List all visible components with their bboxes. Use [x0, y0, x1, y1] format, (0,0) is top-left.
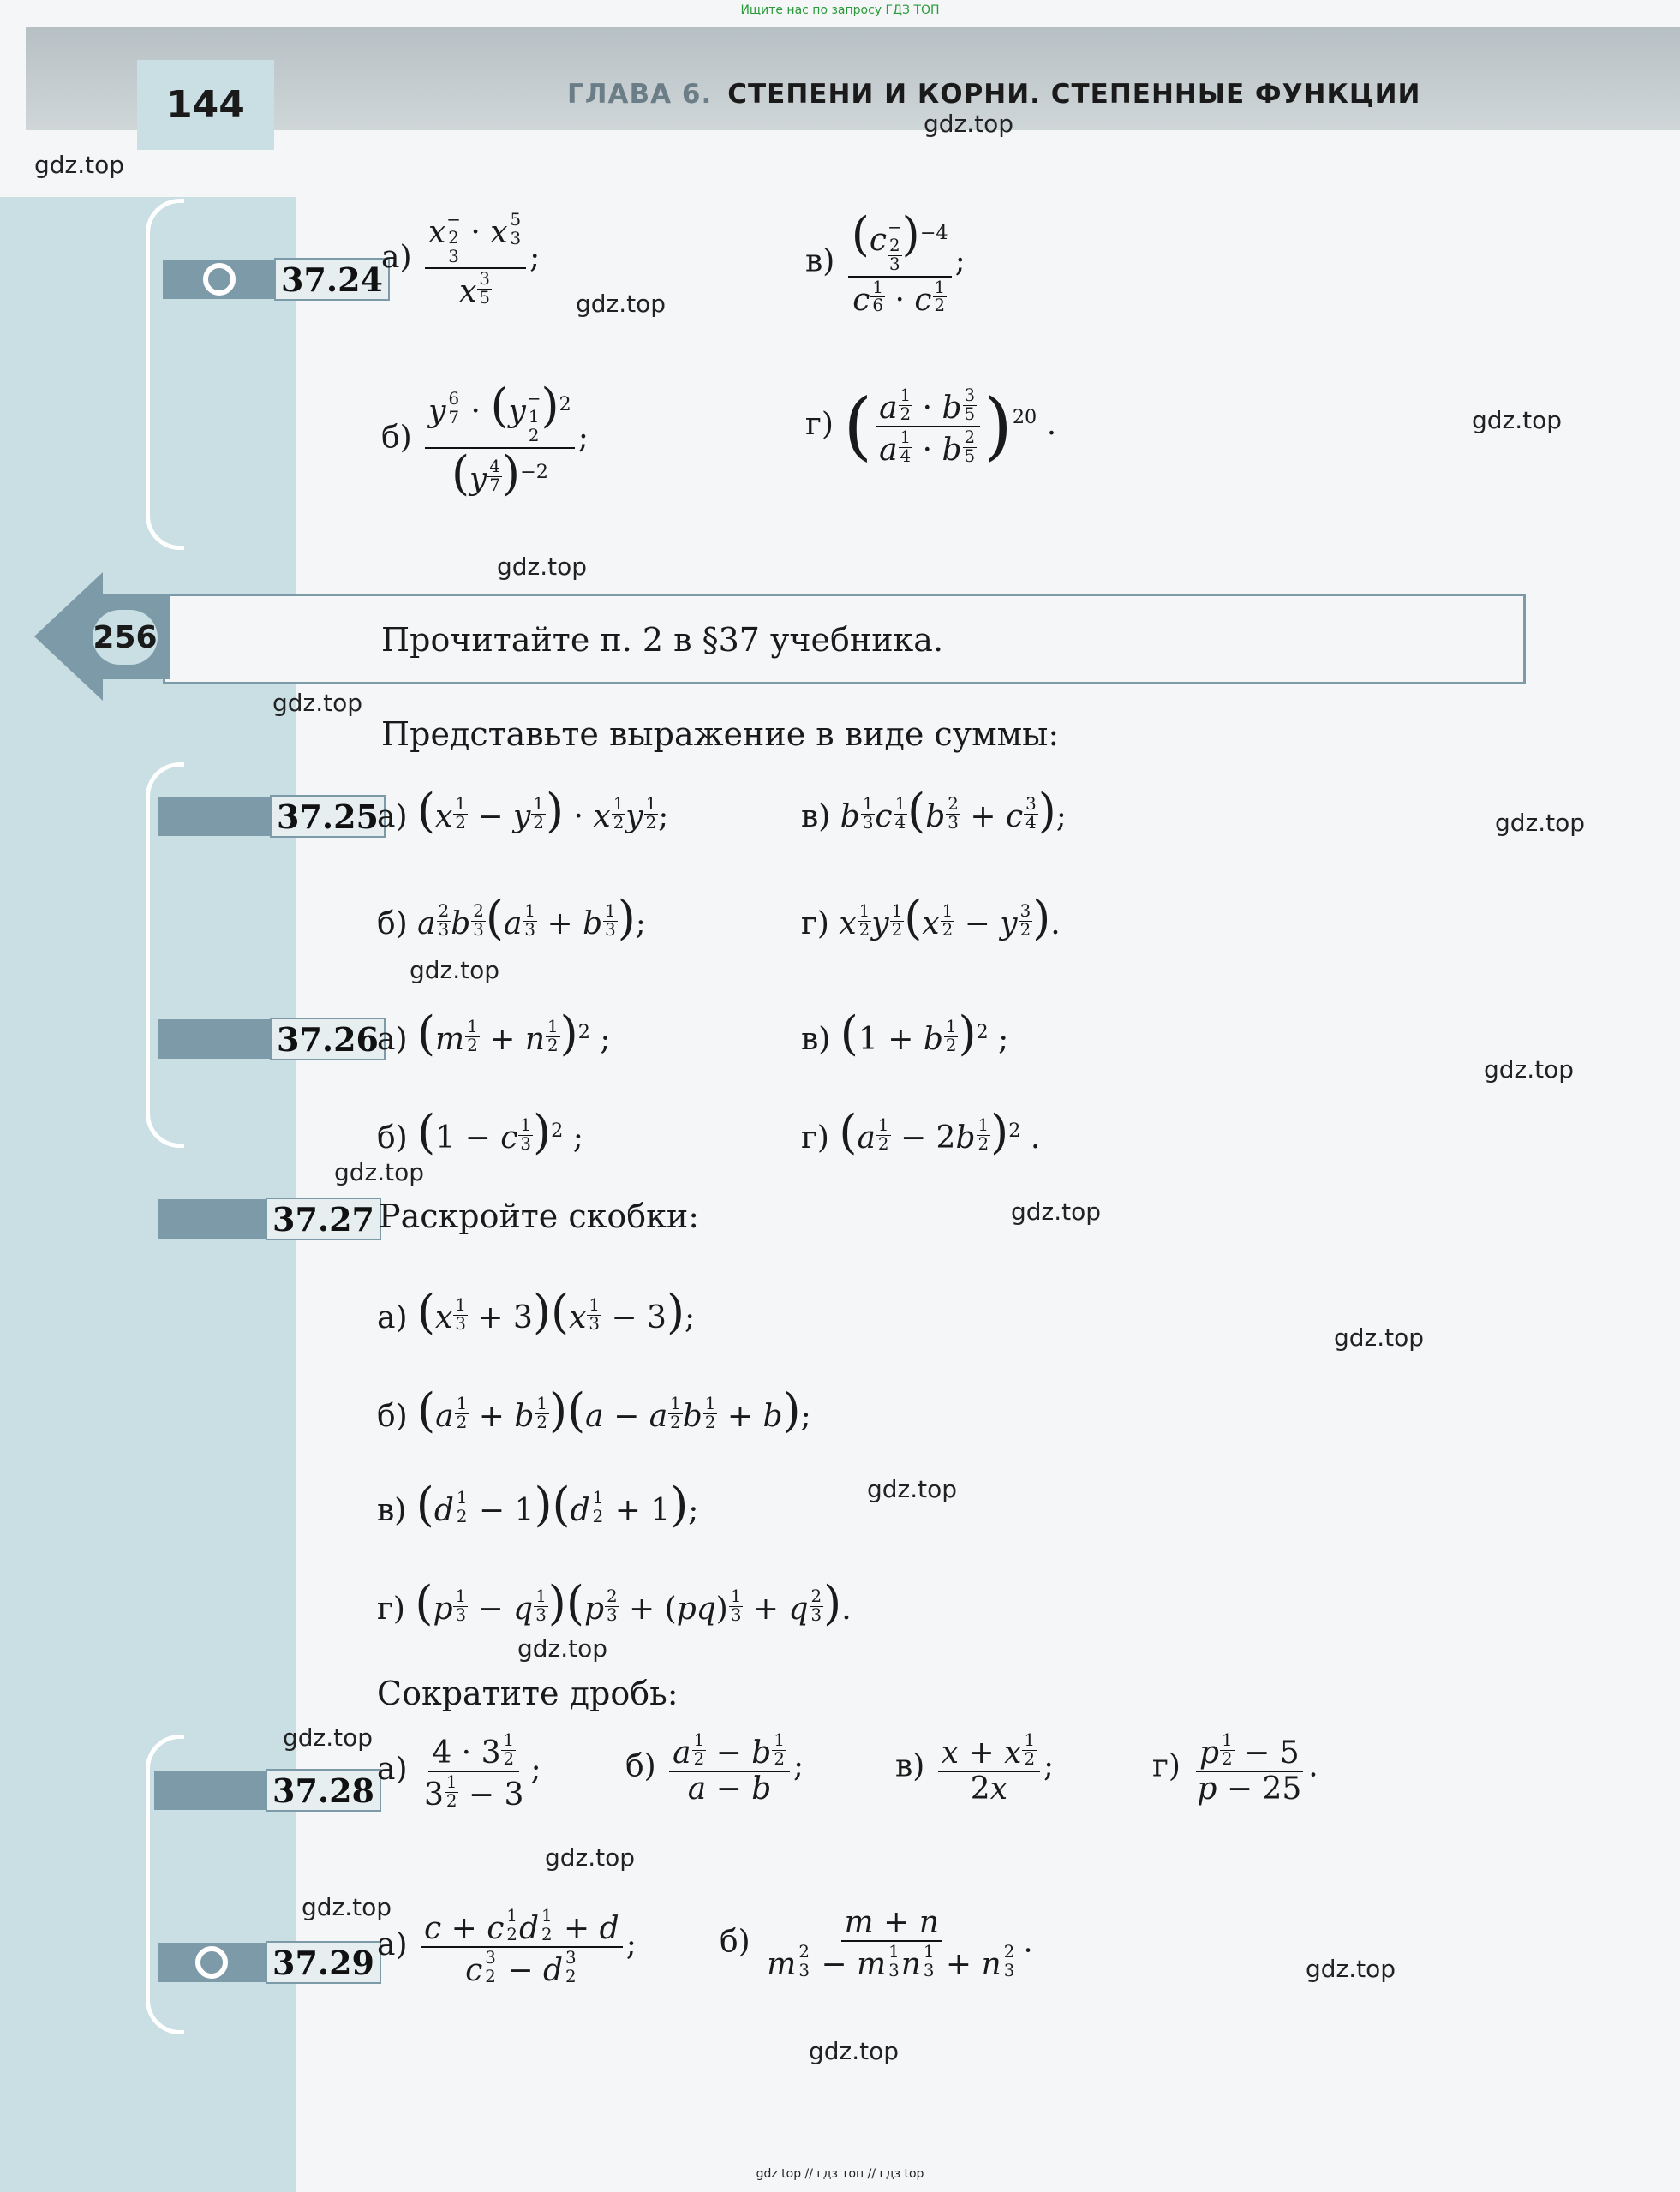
item-label: б)	[377, 1399, 408, 1434]
expr-37-25-g: г) x $\frac{1}{2}$ y $\frac{1}{2}$ (x $\frac{1}{2}$ − y $\frac{3}{2}$ ).	[801, 891, 1061, 945]
item-label: в)	[805, 243, 835, 279]
item-label: в)	[801, 1022, 831, 1057]
problem-tag	[154, 1771, 266, 1810]
footer-note: gdz top // гдз топ // гдз top	[756, 2167, 924, 2181]
watermark: gdz.top	[1495, 809, 1586, 837]
expr-37-26-g: г) (a $\frac{1}{2}$ − 2b $\frac{1}{2}$ )$^2$ .	[801, 1105, 1041, 1159]
problem-number: 37.24	[274, 258, 390, 301]
item-label: в)	[377, 1493, 407, 1528]
item-label: а)	[377, 1022, 408, 1057]
watermark: gdz.top	[1011, 1198, 1102, 1226]
item-label: б)	[720, 1924, 750, 1960]
top-note: Ищите нас по запросу ГДЗ ТОП	[740, 3, 940, 17]
expr-37-25-v: в) b $\frac{1}{3}$ c $\frac{1}{4}$ (b $\frac{2}{3}$ + c $\frac{3}{4}$ );	[801, 784, 1067, 838]
watermark: gdz.top	[1306, 1955, 1396, 1983]
problem-tag	[158, 1019, 270, 1059]
watermark: gdz.top	[34, 151, 125, 179]
page-number: 144	[137, 60, 274, 150]
expr-37-29-b: б) m + n m $\frac{2}{3}$ − m $\frac{1}{3}$ n $\frac{1}{3}$ + n $\frac{2}{3}$ .	[720, 1905, 1033, 1982]
item-label: в)	[895, 1748, 925, 1784]
item-label: б)	[377, 1120, 408, 1156]
watermark: gdz.top	[576, 290, 667, 318]
item-label: б)	[377, 906, 408, 941]
reference-number: 256	[93, 610, 158, 665]
problem-tag	[158, 1199, 270, 1239]
watermark: gdz.top	[924, 110, 1014, 138]
expr-37-28-a: а) 4 · 3 $\frac{1}{2}$ 3 $\frac{1}{2}$ − 3 ;	[377, 1730, 541, 1813]
expr-37-26-b: б) (1 − c $\frac{1}{3}$ )$^2$ ;	[377, 1105, 583, 1159]
instruction-reduce: Сократите дробь:	[377, 1675, 679, 1712]
problem-number: 37.28	[266, 1769, 381, 1812]
chapter-name: СТЕПЕНИ И КОРНИ. СТЕПЕННЫЕ ФУНКЦИИ	[727, 79, 1421, 110]
watermark: gdz.top	[545, 1843, 636, 1872]
circle-icon	[203, 263, 236, 296]
circle-icon	[195, 1946, 228, 1979]
item-label: г)	[377, 1592, 405, 1627]
expr-37-28-b: б) a $\frac{1}{2}$ − b $\frac{1}{2}$ a − b ;	[625, 1730, 804, 1807]
item-label: г)	[805, 406, 834, 442]
chapter-label: ГЛАВА 6.	[567, 79, 713, 110]
item-label: г)	[1152, 1748, 1181, 1784]
problem-number: 37.25	[270, 795, 386, 838]
watermark: gdz.top	[517, 1634, 608, 1663]
watermark: gdz.top	[410, 956, 500, 984]
expr-37-24-g: г) ( a $\frac{1}{2}$ · b $\frac{3}{5}$ a $\frac{1}{4}$ · b $\frac{2}{5}$ )$^{20}$ .	[805, 383, 1057, 469]
expr-37-24-v: в) (c− 2 3 )$^{-4}$ c $\frac{1}{6}$ · c $\frac{1}{2}$ ;	[805, 207, 966, 318]
watermark: gdz.top	[497, 552, 588, 581]
watermark: gdz.top	[334, 1158, 425, 1186]
reference-text: Прочитайте п. 2 в §37 учебника.	[381, 621, 944, 659]
expr-37-24-a: а) x− 2 3 · x $\frac{5}{3}$ x $\frac{3}{5}$ ;	[381, 210, 541, 310]
section-bracket	[146, 199, 184, 550]
expr-37-26-a: а) (m $\frac{1}{2}$ + n $\frac{1}{2}$ )$^2$ ;	[377, 1006, 611, 1060]
watermark: gdz.top	[1334, 1323, 1425, 1352]
chapter-title	[567, 79, 1421, 110]
watermark: gdz.top	[272, 689, 363, 717]
expr-37-27-b: б) (a $\frac{1}{2}$ + b $\frac{1}{2}$ )(a − a $\frac{1}{2}$ b $\frac{1}{2}$ + b);	[377, 1383, 811, 1437]
watermark: gdz.top	[1484, 1055, 1575, 1084]
item-label: а)	[381, 240, 412, 276]
expr-37-28-v: в) x + x $\frac{1}{2}$ 2x ;	[895, 1730, 1055, 1807]
watermark: gdz.top	[867, 1475, 958, 1503]
problem-number: 37.26	[270, 1018, 386, 1060]
expr-37-27-v: в) (d $\frac{1}{2}$ − 1)(d $\frac{1}{2}$ + 1);	[377, 1478, 699, 1532]
expr-37-25-b: б) a $\frac{2}{3}$ b $\frac{2}{3}$ (a $\frac{1}{3}$ + b $\frac{1}{3}$ );	[377, 891, 646, 945]
item-label: а)	[377, 1300, 408, 1335]
expr-37-29-a: а) c + c $\frac{1}{2}$ d $\frac{1}{2}$ + d c $\frac{3}{2}$ − d $\frac{3}{2}$ ;	[377, 1906, 637, 1988]
item-label: в)	[801, 799, 831, 834]
expr-37-24-b: б) y $\frac{6}{7}$ · (y− 1 2 )$^2$ (y $\frac{4}{7}$ )$^{-2}$ ;	[381, 379, 589, 500]
expr-37-28-g: г) p $\frac{1}{2}$ − 5 p − 25 .	[1152, 1730, 1318, 1807]
watermark: gdz.top	[283, 1723, 374, 1752]
watermark: gdz.top	[1472, 406, 1563, 434]
item-label: б)	[381, 420, 412, 456]
problem-tag	[158, 797, 270, 836]
item-label: г)	[801, 906, 829, 941]
instruction-sum: Представьте выражение в виде суммы:	[381, 715, 1060, 753]
expr-37-27-a: а) (x $\frac{1}{3}$ + 3)(x $\frac{1}{3}$ − 3);	[377, 1285, 696, 1339]
expr-37-27-g: г) (p $\frac{1}{3}$ − q $\frac{1}{3}$ )(p $\frac{2}{3}$ + (pq) $\frac{1}{3}$ + q $\frac{2}{3}$ ).	[377, 1576, 852, 1630]
problem-number: 37.27	[266, 1198, 381, 1240]
item-label: б)	[625, 1748, 656, 1784]
item-label: а)	[377, 799, 408, 834]
instruction-expand: Раскройте скобки:	[379, 1198, 700, 1235]
problem-number: 37.29	[266, 1941, 381, 1984]
expr-37-26-v: в) (1 + b $\frac{1}{2}$ )$^2$ ;	[801, 1006, 1009, 1060]
watermark: gdz.top	[302, 1893, 392, 1921]
item-label: г)	[801, 1120, 829, 1156]
watermark: gdz.top	[809, 2037, 900, 2065]
item-label: а)	[377, 1926, 408, 1962]
expr-37-25-a: а) (x $\frac{1}{2}$ − y $\frac{1}{2}$ ) · x $\frac{1}{2}$ y $\frac{1}{2}$ ;	[377, 784, 669, 838]
item-label: а)	[377, 1751, 408, 1787]
